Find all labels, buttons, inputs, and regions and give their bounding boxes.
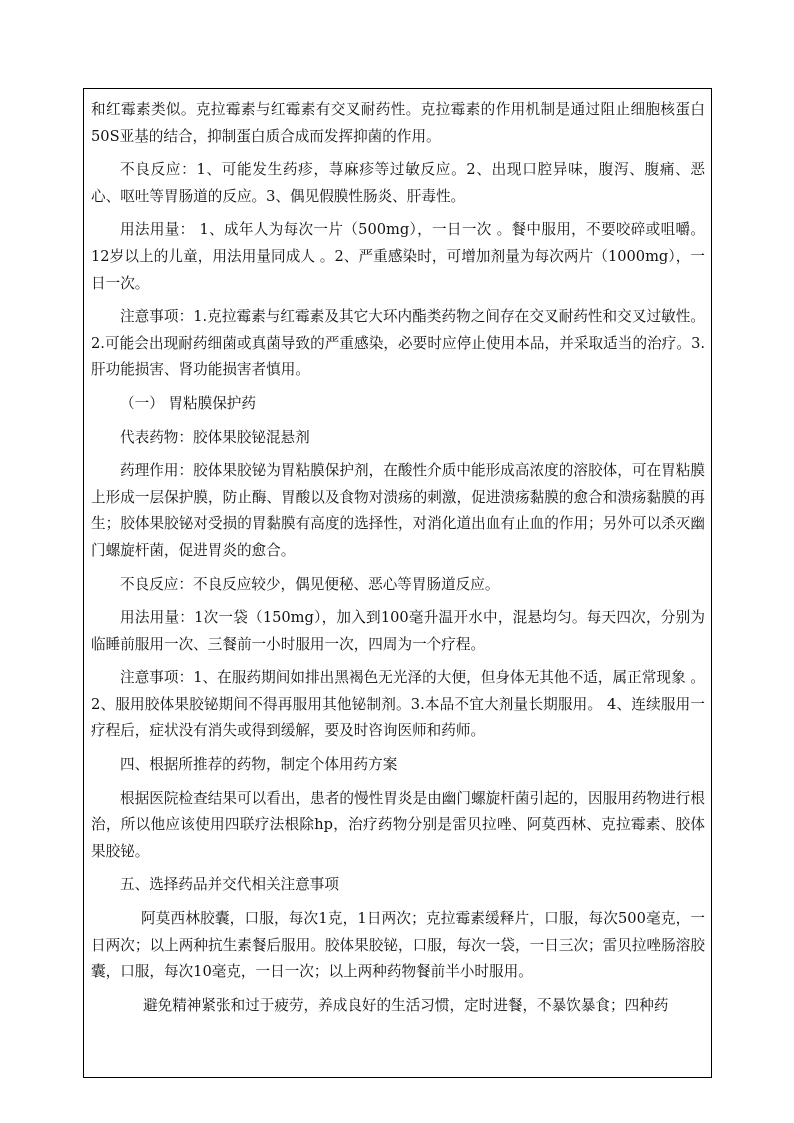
paragraph-representative-drug: 代表药物：胶体果胶铋混悬剂	[120, 428, 310, 446]
paragraph-precautions-1: 注意事项：1.克拉霉素与红霉素及其它大环内酯类药物之间存在交叉耐药性和交叉过敏性。2.可能会出现耐药细菌或真菌导致的严重感染，必要时应停止使用本品，并采取适当的治疗。3.肝功能损害、肾功能损害者慎用。	[91, 308, 705, 379]
paragraph-clarithromycin-mechanism: 和红霉素类似。克拉霉素与红霉素有交叉耐药性。克拉霉素的作用机制是通过阻止细胞核蛋白50S亚基的结合，抑制蛋白质合成而发挥抑菌的作用。	[91, 101, 705, 145]
paragraph-pharmacology: 药理作用：胶体果胶铋为胃粘膜保护剂，在酸性介质中能形成高浓度的溶胶体，可在胃粘膜上形成一层保护膜，防止酶、胃酸以及食物对溃疡的刺激，促进溃疡黏膜的愈合和溃疡黏膜的再生；胶体果胶铋对受损的胃黏膜有高度的选择性，对消化道出血有止血的作用；另外可以杀灭幽门螺旋杆菌，促进胃炎的愈合。	[91, 462, 705, 559]
document-content	[91, 97, 705, 1019]
paragraph-treatment-plan: 根据医院检查结果可以看出，患者的慢性胃炎是由幽门螺旋杆菌引起的，因服用药物进行根治，所以他应该使用四联疗法根除hp，治疗药物分别是雷贝拉唑、阿莫西林、克拉霉素、胶体果胶铋。	[91, 789, 705, 860]
paragraph-drug-regimen: 阿莫西林胶囊，口服，每次1克，1日两次；克拉霉素缓释片，口服，每次500毫克，一日两次；以上两种抗生素餐后服用。胶体果胶铋，口服，每次一袋，一日三次；雷贝拉唑肠溶胶囊，口服，每次10毫克，一日一次；以上两种药物餐前半小时服用。	[91, 910, 705, 981]
paragraph-dosage-2: 用法用量：1次一袋（150mg），加入到100毫升温开水中，混悬均匀。每天四次，分别为临睡前服用一次、三餐前一小时服用一次，四周为一个疗程。	[91, 609, 705, 653]
paragraph-lifestyle-advice: 避免精神紧张和过于疲劳，养成良好的生活习惯，定时进餐，不暴饮暴食；四种药	[143, 996, 669, 1014]
section-heading-drug-selection: 五、选择药品并交代相关注意事项	[120, 876, 339, 894]
paragraph-adverse-reactions-1: 不良反应：1、可能发生药疹，荨麻疹等过敏反应。2、出现口腔异味，腹泻、腹痛、恶心、呕吐等胃肠道的反应。3、偶见假膜性肠炎、肝毒性。	[91, 161, 705, 205]
section-heading-gastric-mucosa-protectant: （一） 胃粘膜保护药	[120, 394, 256, 412]
section-heading-individual-plan: 四、根据所推荐的药物，制定个体用药方案	[120, 756, 398, 774]
paragraph-dosage-1: 用法用量： 1、成年人为每次一片（500mg），一日一次 。餐中服用，不要咬碎或咀嚼。12岁以上的儿童，用法用量同成人 。2、严重感染时，可增加剂量为每次两片（1000mg），一日一次。	[91, 221, 705, 292]
document-table-cell	[83, 88, 712, 1078]
paragraph-adverse-reactions-2: 不良反应：不良反应较少，偶见便秘、恶心等胃肠道反应。	[120, 575, 500, 593]
paragraph-precautions-2: 注意事项：1、在服药期间如排出黑褐色无光泽的大便，但身体无其他不适，属正常现象 。2、服用胶体果胶铋期间不得再服用其他铋制剂。3.本品不宜大剂量长期服用。 4、连续服用一疗程后，症状没有消失或得到缓解，要及时咨询医师和药师。	[91, 669, 705, 740]
